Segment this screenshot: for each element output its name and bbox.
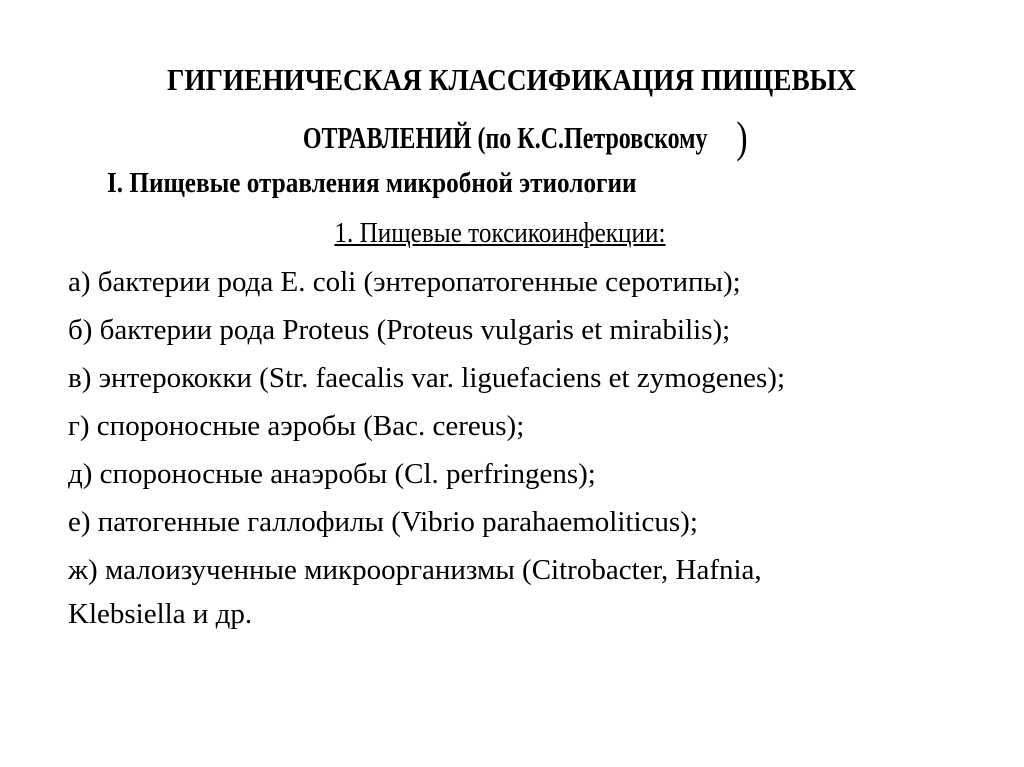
list-item: б) бактерии рода Proteus (Proteus vulgaris et mirabilis);: [68, 314, 731, 346]
list-item: ж) малоизученные микроорганизмы (Citrobacter, Hafnia,: [68, 554, 762, 586]
section-heading: I. Пищевые отравления микробной этиологии: [107, 168, 637, 199]
list-item-continuation: Klebsiella и др.: [68, 598, 253, 630]
list-item: а) бактерии рода E. coli (энтеропатогенные серотипы);: [68, 266, 741, 298]
list-item: д) спороносные анаэробы (Cl. perfringens);: [68, 458, 596, 490]
list-item: г) спороносные аэробы (Bac. cereus);: [68, 410, 525, 442]
list-item: е) патогенные галлофилы (Vibrio parahaemoliticus);: [68, 506, 698, 538]
title-line-1: [0, 62, 1024, 98]
title-text-2: [276, 112, 749, 163]
title-text-2-main: ОТРАВЛЕНИЙ (по К.С.Петровскому: [303, 120, 708, 155]
title-paren: ): [736, 113, 748, 162]
list-item: в) энтерококки (Str. faecalis var. liguefaciens et zymogenes);: [68, 362, 785, 394]
subsection-text: 1. Пищевые токсикоинфекции:: [334, 218, 666, 249]
title-text-1: ГИГИЕНИЧЕСКАЯ КЛАССИФИКАЦИЯ ПИЩЕВЫХ: [167, 62, 857, 97]
subsection-heading: [0, 218, 1000, 250]
title-line-2: [0, 112, 1024, 163]
